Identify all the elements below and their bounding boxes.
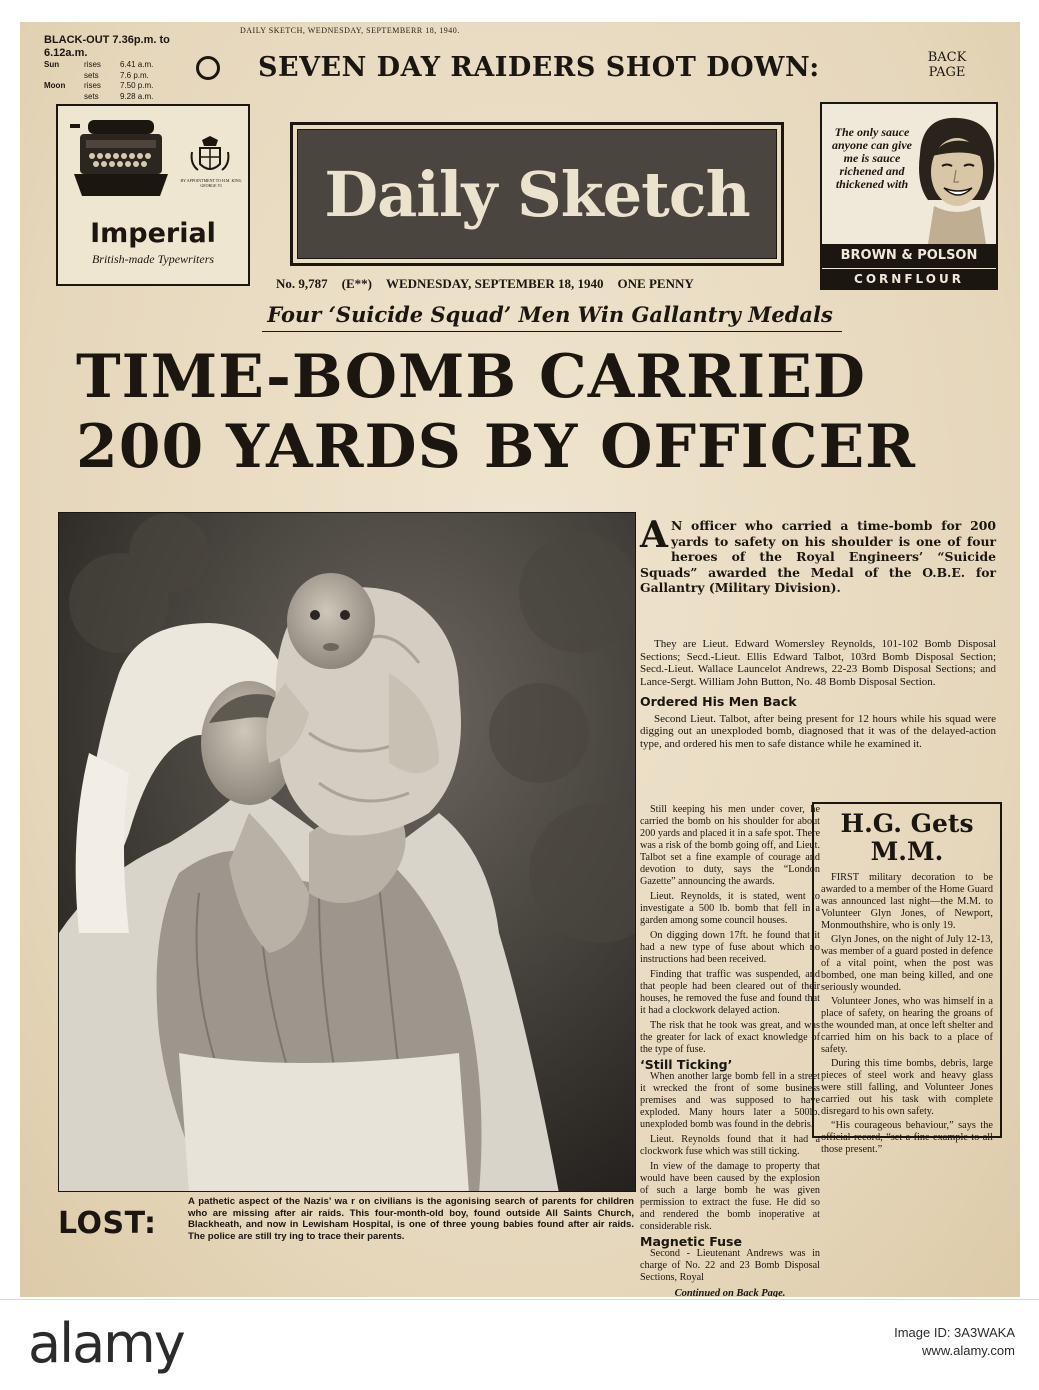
blackout-times: BLACK-OUT 7.36p.m. to 6.12a.m. [44,34,170,59]
photo-caption: A pathetic aspect of the Nazis’ wa r on civilians is the agonising search of parents for children who are missing after air raids. This four-month-old boy, found outside All Saints Church, Blackheath, and now in Lewisham Hospital, is one of three young babies found after air raids. The police are still try ing to trace their parents. [188,1196,634,1242]
lost-label: LOST: [58,1206,157,1241]
headline-line-1: TIME-BOMB CARRIED [76,342,866,412]
hg-paragraph: Volunteer Jones, who was himself in a place of safety, on hearing the groans of the wounded man, at once left shelter and carried him on his back to a place of safety. [821,996,993,1055]
photo-image [59,513,636,1192]
ad-product: CORNFLOUR [822,268,996,290]
hg-paragraph: Glyn Jones, on the night of July 12-13, was member of a guard posted in defence of a vital point, when the post was bombed, one man being killed, and one seriously wounded. [821,934,993,993]
smiling-woman-illustration [914,114,998,244]
drop-cap: A [640,514,668,556]
stock-watermark-bar [0,1299,1039,1390]
lost-caption-block [58,1196,636,1288]
moon-phase-icon [196,56,220,80]
ad-slogan: The only sauce anyone can give me is sauce richened and thickened with [832,125,912,191]
newspaper-title: Daily Sketch [324,157,750,231]
paragraph-ticking-1: When another large bomb fell in a street it wrecked the front of some business premises and was supposed to have exploded. Many hours later a 500lb. unexploded bomb was found in the debris. [640,1071,820,1130]
headline-line-2: 200 YARDS BY OFFICER [76,412,917,482]
paragraph-reynolds-4: The risk that he took was great, and was the greater for lack of exact knowledge of the type of fuse. [640,1020,820,1055]
issue-line [276,276,796,292]
hg-body [821,872,993,1156]
site-url: www.alamy.com [922,1343,1015,1358]
hg-headline: H.G. Gets M.M. [840,809,974,866]
alamy-logo: alamy [28,1312,184,1375]
typewriter-icon [66,116,176,212]
almanac-row: sets 7.6 p.m. [84,70,149,80]
issue-date: WEDNESDAY, SEPTEMBER 18, 1940 [385,276,604,291]
issue-price: ONE PENNY [617,276,694,291]
paragraph-reynolds-3: Finding that traffic was suspended, and that people had been cleared out of their houses, he removed the fuse and found that it had a clockwork delayed action. [640,969,820,1016]
imperial-typewriter-ad [56,104,250,286]
ad-brand: BROWN & POLSON [822,244,996,268]
crest-caption: BY APPOINTMENT TO H.M. KING GEORGE VI [180,178,242,188]
continued-note: Continued on Back Page. [674,1288,786,1297]
paragraph-reynolds-1: Lieut. Reynolds, it is stated, went to investigate a 500 lb. bomb that fell in a garden among some council houses. [640,891,820,926]
top-headline: SEVEN DAY RAIDERS SHOT DOWN: [258,52,820,83]
section-heading: Magnetic Fuse [640,1234,742,1249]
hg-paragraph: “His courageous behaviour,” says the official record, “set a fine example to all those present.” [821,1120,993,1155]
article-column-2 [640,804,820,1297]
brown-polson-ad [820,102,998,290]
section-heading: ‘Still Ticking’ [640,1057,733,1072]
paragraph-carried: Still keeping his men under cover, he carried the bomb on his shoulder for about 200 yards and placed it in a safe spot. There was a risk of the bomb going off, and Lieut. Talbot set a fine example of courage and devotion to duty, says the “London Gazette” announcing the awards. [640,804,820,887]
royal-crest-icon [188,136,232,178]
dateline: DAILY SKETCH, WEDNESDAY, SEPTEMBERR 18, 1940. [240,26,460,35]
article-names-column [640,638,996,750]
hg-story-box [812,802,1002,1155]
almanac-row: sets 9.28 a.m. [84,91,154,101]
hg-paragraph: FIRST military decoration to be awarded to a member of the Home Guard was announced last night—the M.M. to Volunteer Glyn Jones, of Newport, Monmouthshire, who is only 19. [821,872,993,931]
paragraph-ticking-3: In view of the damage to property that would have been caused by the explosion of such a large bomb he was given permission to extract the fuse. He did so and rendered the bomb inoperative at considerable risk. [640,1161,820,1232]
masthead-nameplate [290,122,784,266]
paragraph-ticking-2: Lieut. Reynolds found that it had a clockwork fuse which was still ticking. [640,1134,820,1157]
nameplate-panel [297,129,777,259]
lead-paragraph [640,514,996,596]
imperial-tagline: British-made Typewriters [91,252,215,266]
almanac-row: Moon rises 7.50 p.m. [44,81,154,90]
edition-mark: (E**) [341,276,372,291]
imperial-brand: Imperial [90,218,216,249]
kicker-headline: Four ‘Suicide Squad’ Men Win Gallantry Medals [267,302,833,327]
hg-paragraph: During this time bombs, debris, large pieces of steel work and heavy glass were still falling, and Volunteer Jones carried out his task with complete disregard to his own safety. [821,1058,993,1117]
image-id [894,1324,1015,1360]
names-paragraph: They are Lieut. Edward Womersley Reynolds, 101-102 Bomb Disposal Sections; Secd.-Lieut. Ellis Edward Talbot, 103rd Bomb Disposal Section; Secd.-Lieut. Wallace Launcelot Andrews, 22-23 Bomb Disposal Sections; and Lance-Sergt. William John Button, No. 48 Bomb Disposal Section. [640,638,996,688]
kicker-underline [262,331,842,332]
back-page-note: BACK PAGE [927,50,967,80]
almanac [44,34,204,102]
almanac-row: Sun rises 6.41 a.m. [44,60,154,69]
paragraph-magnetic: Second - Lieutenant Andrews was in charge of No. 22 and 23 Bomb Disposal Sections, Royal [640,1248,820,1283]
paragraph-reynolds-2: On digging down 17ft. he found that it had a new type of fuse about which no instructions had been received. [640,930,820,965]
section-heading: Ordered His Men Back [640,694,797,709]
paragraph-talbot: Second Lieut. Talbot, after being present for 12 hours while his squad were digging out an unexploded bomb, diagnosed that it was of the delayed-action type, and ordered his men to safe distance while he examined it. [640,712,996,750]
main-headline [76,342,1006,482]
lead-text: N officer who carried a time-bomb for 200 yards to safety on his shoulder is one of four heroes of the Royal Engineers’ “Suicide Squads” awarded the Medal of the O.B.E. for Gallantry (Military Division). [640,518,996,595]
nurse-baby-photo [58,512,636,1192]
image-id-label: Image ID: 3A3WAKA [894,1325,1015,1340]
issue-number: No. 9,787 [276,276,328,291]
newspaper-page [20,22,1020,1297]
